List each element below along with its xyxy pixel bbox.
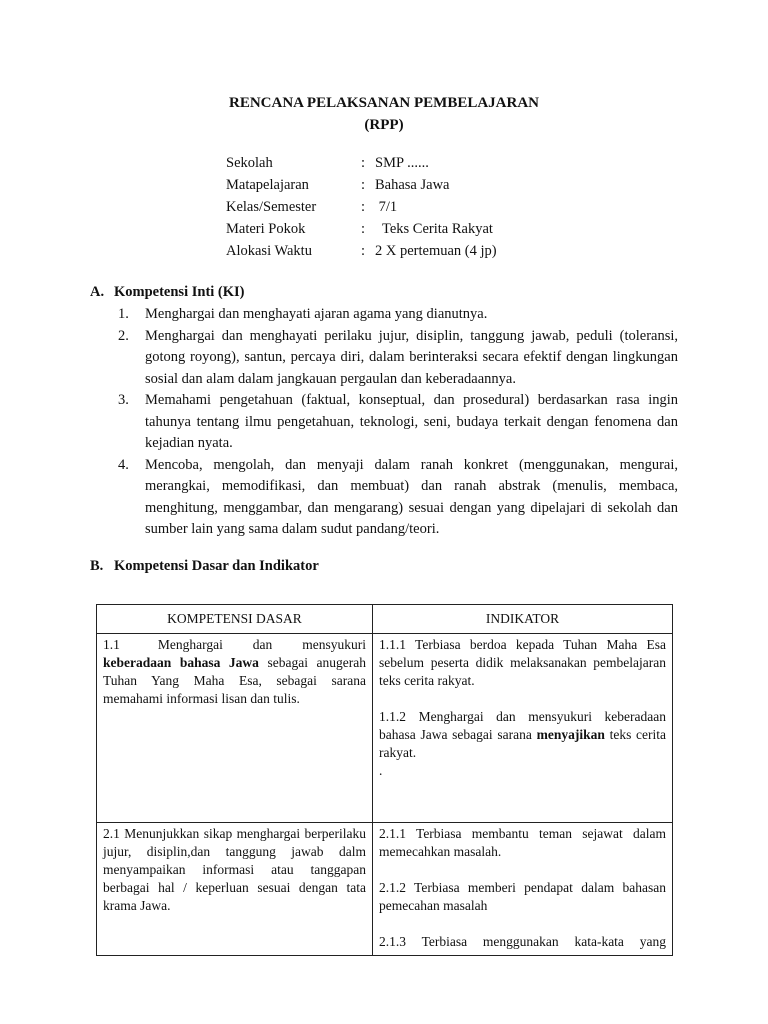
section-title: Kompetensi Dasar dan Indikator <box>114 558 319 574</box>
kd-cell <box>97 823 373 956</box>
info-value: SMP ...... <box>375 155 429 171</box>
list-text: Memahami pengetahuan (faktual, konseptual, dan prosedural) berdasarkan rasa ingin tahunya tentang ilmu pengetahuan, teknologi, seni, budaya terkait dengan fenomena dan kejadian nyata. <box>145 392 678 451</box>
info-row-class <box>226 196 497 218</box>
info-label: Kelas/Semester <box>226 199 317 215</box>
kd-indicator-table <box>96 604 673 956</box>
kd-text <box>103 636 366 708</box>
ki-list <box>118 304 678 541</box>
indicator-text: 2.1.1 Terbiasa membantu teman sejawat dalam memecahkan masalah. <box>379 826 666 859</box>
list-item <box>118 304 678 326</box>
document-title: RENCANA PELAKSANAN PEMBELAJARAN <box>228 95 540 111</box>
list-text: Menghargai dan menghayati perilaku jujur, disiplin, tanggung jawab, peduli (toleransi, gotong royong), santun, percaya diri, dalam berinteraksi secara efektif dengan lingkungan sosial dan alam dalam jangkauan pergaulan dan keberadaannya. <box>145 327 678 387</box>
list-number: 2. <box>118 327 129 344</box>
kd-text-part: sebagai anugerah Tuhan Yang Maha Esa, sebagai sarana memahami informasi lisan dan tulis. <box>103 655 367 706</box>
kd-text-part: Menunjukkan sikap menghargai berperilaku jujur, disiplin,dan tanggung jawab dalm menyampaikan informasi atau tanggapan berbagai hal / keperluan sesuai dengan tata krama Jawa. <box>103 826 366 913</box>
kd-text-part: Menghargai dan mensyukuri <box>157 637 366 652</box>
document-subtitle: (RPP) <box>364 117 404 133</box>
info-row-school <box>226 152 497 174</box>
indicator-part: teks cerita rakyat. <box>379 727 667 760</box>
indicator-cell <box>373 823 673 956</box>
column-header: KOMPETENSI DASAR <box>97 605 373 634</box>
table-row <box>97 634 673 823</box>
list-number: 4. <box>118 456 129 473</box>
table-header-row <box>97 605 673 634</box>
info-label: Sekolah <box>226 155 273 171</box>
info-colon: : <box>361 199 366 215</box>
indicator-text: 1.1.1 Terbiasa berdoa kepada Tuhan Maha Esa sebelum peserta didik melaksanakan pembelajaran teks cerita rakyat. <box>379 637 666 688</box>
info-value: Teks Cerita Rakyat <box>375 221 493 237</box>
info-value: Bahasa Jawa <box>375 177 450 193</box>
info-colon: : <box>361 243 366 259</box>
list-text: Mencoba, mengolah, dan menyaji dalam ranah konkret (menggunakan, mengurai, merangkai, memodifikasi, dan membuat) dan ranah abstrak (menulis, membaca, menghitung, menggambar, dan mengarang) sesuai dengan yang dipelajari di sekolah dan sumber lain yang sama dalam sudut pandang/teori. <box>145 456 678 537</box>
indicator-cell <box>373 634 673 823</box>
info-value: 2 X pertemuan (4 jp) <box>375 243 497 259</box>
kd-cell <box>97 634 373 823</box>
info-value: 7/1 <box>375 199 398 215</box>
indicator-part: 1.1.2 Menghargai dan mensyukuri keberadaan bahasa Jawa sebagai sarana <box>379 709 666 742</box>
indicator-bold: menyajikan <box>536 727 605 742</box>
info-colon: : <box>361 221 366 237</box>
section-letter: A. <box>90 284 105 300</box>
indicator-text <box>379 708 666 762</box>
identity-block <box>226 152 497 262</box>
info-label: Materi Pokok <box>226 221 306 237</box>
section-letter: B. <box>90 558 104 574</box>
list-number: 3. <box>118 392 129 408</box>
section-b-heading <box>90 558 319 575</box>
info-colon: : <box>361 177 366 193</box>
list-item <box>118 326 678 391</box>
list-item <box>118 455 678 541</box>
info-row-topic <box>226 218 497 240</box>
info-label: Matapelajaran <box>226 177 309 193</box>
column-header: INDIKATOR <box>373 605 673 634</box>
info-colon: : <box>361 155 366 171</box>
list-text: Menghargai dan menghayati ajaran agama yang dianutnya. <box>145 306 488 322</box>
list-item <box>118 390 678 455</box>
kd-text <box>103 825 366 915</box>
section-title: Kompetensi Inti (KI) <box>114 284 245 300</box>
info-row-subject <box>226 174 497 196</box>
info-label: Alokasi Waktu <box>226 243 312 259</box>
indicator-text: . <box>379 763 383 778</box>
section-a-heading <box>90 284 245 301</box>
kd-number: 2.1 <box>103 826 120 841</box>
info-row-time <box>226 240 497 262</box>
kd-text-bold: keberadaan bahasa Jawa <box>103 655 259 670</box>
indicator-text: 2.1.3 Terbiasa menggunakan kata-kata yang <box>379 934 666 949</box>
table-row <box>97 823 673 956</box>
list-number: 1. <box>118 306 129 322</box>
kd-number: 1.1 <box>103 637 120 652</box>
indicator-text: 2.1.2 Terbiasa memberi pendapat dalam bahasan pemecahan masalah <box>379 880 666 913</box>
